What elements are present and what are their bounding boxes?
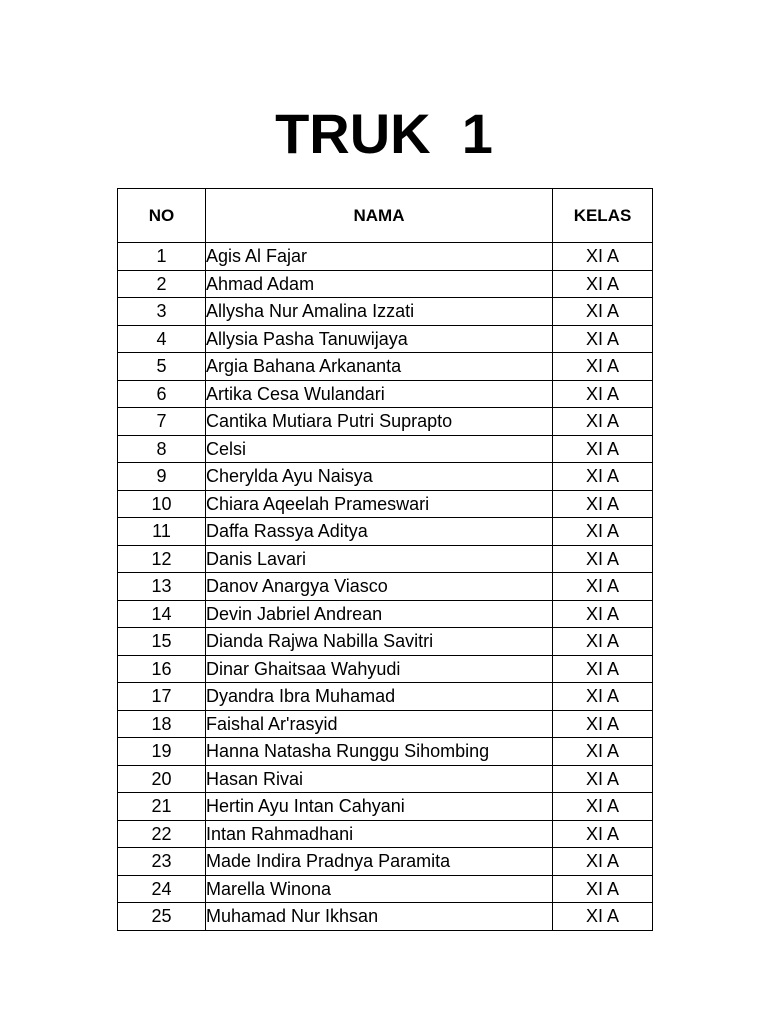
student-name-cell: Devin Jabriel Andrean (206, 600, 553, 628)
row-number-cell: 24 (118, 875, 206, 903)
table-row (118, 903, 653, 931)
class-cell: XI A (553, 628, 653, 656)
row-number-cell: 16 (118, 655, 206, 683)
row-number-cell: 15 (118, 628, 206, 656)
row-number-cell: 6 (118, 380, 206, 408)
table-row (118, 380, 653, 408)
class-cell: XI A (553, 243, 653, 271)
class-cell: XI A (553, 738, 653, 766)
row-number-cell: 2 (118, 270, 206, 298)
class-cell: XI A (553, 545, 653, 573)
row-number-cell: 22 (118, 820, 206, 848)
table-row (118, 848, 653, 876)
row-number-cell: 21 (118, 793, 206, 821)
row-number-cell: 8 (118, 435, 206, 463)
table-row (118, 765, 653, 793)
student-name-cell: Argia Bahana Arkananta (206, 353, 553, 381)
class-cell: XI A (553, 875, 653, 903)
student-name-cell: Agis Al Fajar (206, 243, 553, 271)
row-number-cell: 13 (118, 573, 206, 601)
row-number-cell: 19 (118, 738, 206, 766)
student-name-cell: Ahmad Adam (206, 270, 553, 298)
header-row (118, 189, 653, 243)
table-row (118, 490, 653, 518)
class-cell: XI A (553, 683, 653, 711)
class-cell: XI A (553, 490, 653, 518)
table-row (118, 463, 653, 491)
student-name-cell: Faishal Ar'rasyid (206, 710, 553, 738)
class-cell: XI A (553, 793, 653, 821)
table-row (118, 710, 653, 738)
student-name-cell: Danis Lavari (206, 545, 553, 573)
class-cell: XI A (553, 903, 653, 931)
table-header (118, 189, 653, 243)
row-number-cell: 1 (118, 243, 206, 271)
table-row (118, 408, 653, 436)
table-row (118, 518, 653, 546)
row-number-cell: 4 (118, 325, 206, 353)
row-number-cell: 12 (118, 545, 206, 573)
row-number-cell: 11 (118, 518, 206, 546)
table-row (118, 243, 653, 271)
row-number-cell: 3 (118, 298, 206, 326)
student-name-cell: Intan Rahmadhani (206, 820, 553, 848)
class-cell: XI A (553, 435, 653, 463)
page-title: TRUK 1 (275, 102, 493, 165)
table-row (118, 628, 653, 656)
table-row (118, 353, 653, 381)
student-name-cell: Chiara Aqeelah Prameswari (206, 490, 553, 518)
student-name-cell: Hasan Rivai (206, 765, 553, 793)
student-name-cell: Hanna Natasha Runggu Sihombing (206, 738, 553, 766)
row-number-cell: 25 (118, 903, 206, 931)
row-number-cell: 20 (118, 765, 206, 793)
row-number-cell: 17 (118, 683, 206, 711)
column-header-no: NO (118, 189, 206, 243)
table-row (118, 683, 653, 711)
row-number-cell: 10 (118, 490, 206, 518)
student-name-cell: Dyandra Ibra Muhamad (206, 683, 553, 711)
student-name-cell: Celsi (206, 435, 553, 463)
column-header-kelas: KELAS (553, 189, 653, 243)
student-roster-table (117, 188, 653, 931)
table-row (118, 655, 653, 683)
student-name-cell: Cantika Mutiara Putri Suprapto (206, 408, 553, 436)
student-name-cell: Artika Cesa Wulandari (206, 380, 553, 408)
row-number-cell: 18 (118, 710, 206, 738)
table-row (118, 270, 653, 298)
student-name-cell: Marella Winona (206, 875, 553, 903)
row-number-cell: 5 (118, 353, 206, 381)
row-number-cell: 23 (118, 848, 206, 876)
column-header-nama: NAMA (206, 189, 553, 243)
class-cell: XI A (553, 463, 653, 491)
class-cell: XI A (553, 408, 653, 436)
class-cell: XI A (553, 710, 653, 738)
student-name-cell: Allysha Nur Amalina Izzati (206, 298, 553, 326)
student-name-cell: Danov Anargya Viasco (206, 573, 553, 601)
student-name-cell: Daffa Rassya Aditya (206, 518, 553, 546)
table-row (118, 820, 653, 848)
class-cell: XI A (553, 353, 653, 381)
table-row (118, 738, 653, 766)
class-cell: XI A (553, 600, 653, 628)
class-cell: XI A (553, 820, 653, 848)
table-row (118, 875, 653, 903)
student-name-cell: Dinar Ghaitsaa Wahyudi (206, 655, 553, 683)
table-body (118, 243, 653, 931)
row-number-cell: 9 (118, 463, 206, 491)
student-name-cell: Made Indira Pradnya Paramita (206, 848, 553, 876)
table-row (118, 545, 653, 573)
student-name-cell: Dianda Rajwa Nabilla Savitri (206, 628, 553, 656)
class-cell: XI A (553, 655, 653, 683)
table-row (118, 573, 653, 601)
class-cell: XI A (553, 325, 653, 353)
student-name-cell: Cherylda Ayu Naisya (206, 463, 553, 491)
table-row (118, 793, 653, 821)
table-row (118, 435, 653, 463)
table-row (118, 298, 653, 326)
class-cell: XI A (553, 573, 653, 601)
student-name-cell: Hertin Ayu Intan Cahyani (206, 793, 553, 821)
class-cell: XI A (553, 518, 653, 546)
student-name-cell: Muhamad Nur Ikhsan (206, 903, 553, 931)
table-row (118, 600, 653, 628)
class-cell: XI A (553, 270, 653, 298)
class-cell: XI A (553, 765, 653, 793)
student-name-cell: Allysia Pasha Tanuwijaya (206, 325, 553, 353)
row-number-cell: 14 (118, 600, 206, 628)
table-row (118, 325, 653, 353)
class-cell: XI A (553, 298, 653, 326)
class-cell: XI A (553, 380, 653, 408)
class-cell: XI A (553, 848, 653, 876)
row-number-cell: 7 (118, 408, 206, 436)
